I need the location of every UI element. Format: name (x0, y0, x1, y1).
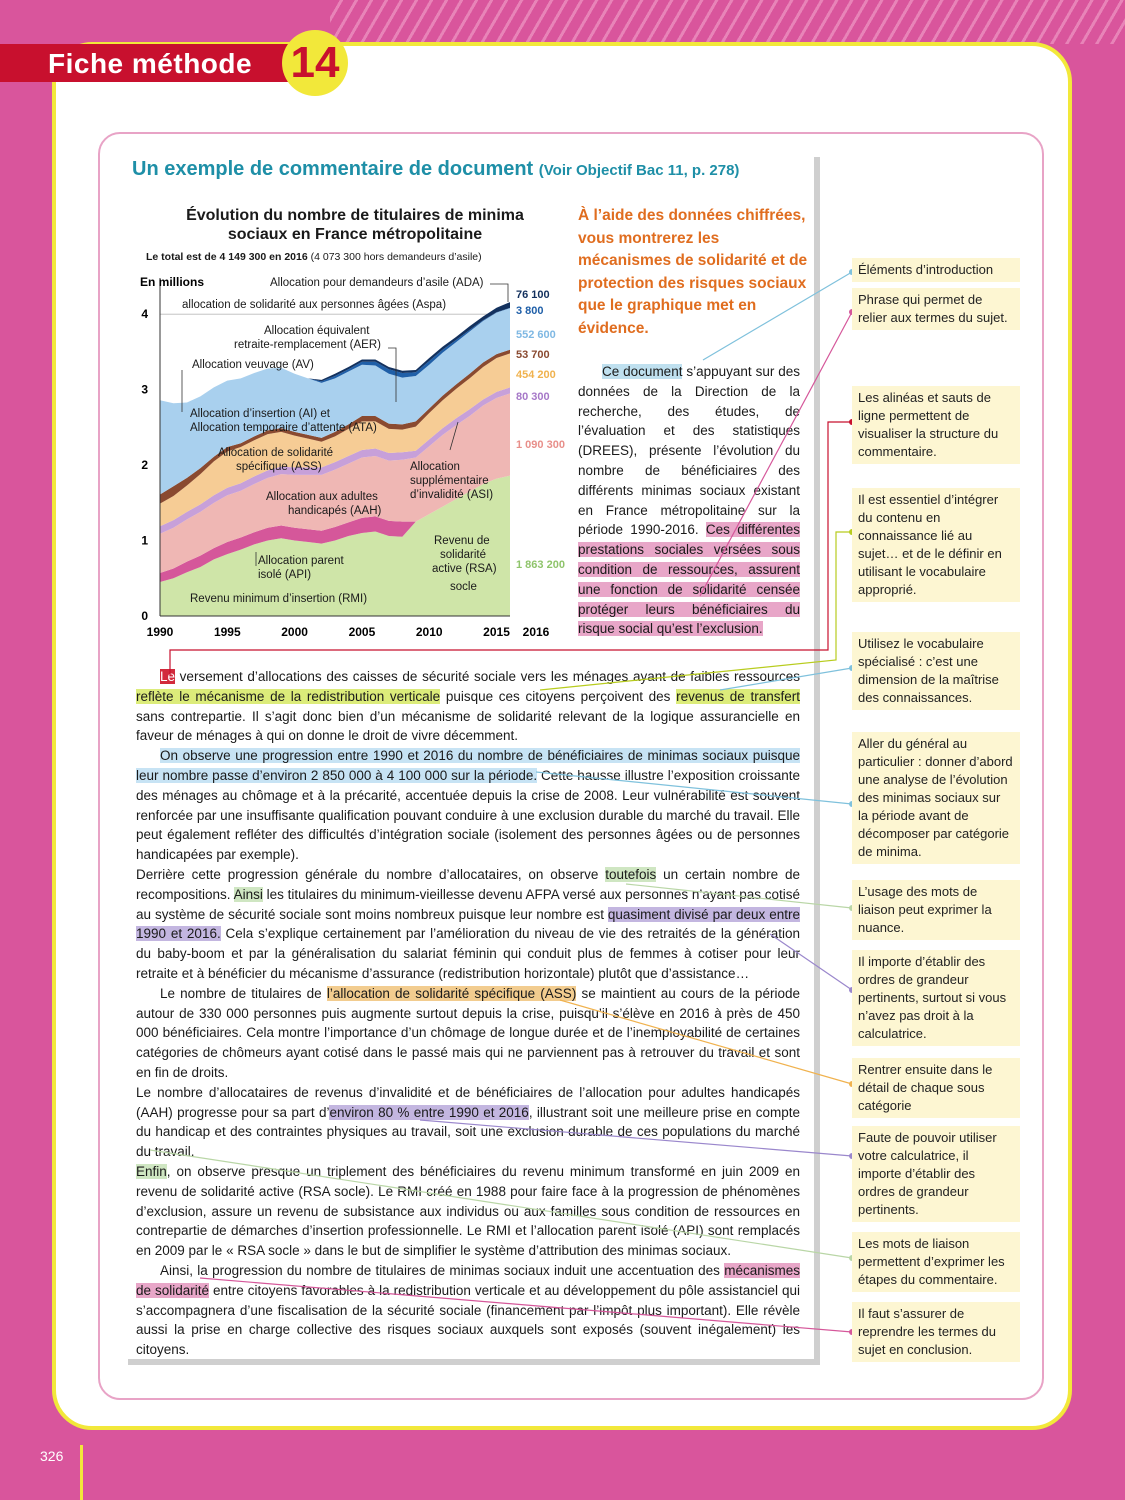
series-label: Allocation d’insertion (AI) et (190, 408, 330, 420)
end-value-label: 53 700 (516, 349, 550, 361)
hl-prestations: Ces différentes prestations sociales versées sous condition de ressources, assurent une fonction de solidarité censée protéger leurs bénéficiaires du risque social qu’est l’exclusion. (578, 522, 800, 637)
series-label: Allocation temporaire d’attente (ATA) (190, 422, 377, 434)
end-value-label: 1 863 200 (516, 559, 565, 571)
footer-bar (80, 1445, 83, 1500)
series-label: active (RSA) (432, 563, 497, 575)
x-tick-label: 1995 (213, 625, 241, 639)
x-tick-label: 2016 (522, 625, 550, 639)
margin-note: Rentrer ensuite dans le détail de chaque sous catégorie (852, 1058, 1020, 1118)
x-tick-label: 2010 (415, 625, 443, 639)
series-label: Revenu minimum d’insertion (RMI) (190, 593, 368, 605)
paragraph-3: On observe une progression entre 1990 et 2016 du nombre de bénéficiaires de minimas sociaux puisque leur nombre passe d’environ 2 850 000 à 4 100 000 sur la période. Cette hausse illustre l’exposition croissante des ménages au chômage et à la précarité, accentuée depuis la crise de 2008. Leur vulnérabilité est souvent renforcée par une insuffisante qualification pouvant conduire à une exclusion durable du marché du travail. Elle peut également refléter des difficultés d’intégration sociale (isolement des personnes âgées ou de personnes handicapées par exemple). (136, 748, 800, 863)
end-value-label: 552 600 (516, 329, 556, 341)
paragraph-4: Derrière cette progression générale du nombre d’allocataires, on observe toutefois un certain nombre de recompositions. Ainsi les titulaires du minimum-vieillesse devenu AFPA versé aux personnes n’ayant pas cotisé au système de sécurité sociale sont moins nombreux puisque leur nombre est quasiment divisé par deux entre 1990 et 2016. Cela s’explique certainement par l’amélioration du niveau de vie des retraités de la génération du baby-boom et par la généralisation du salariat féminin qui conduit plus de femmes à cotiser pour leur retraite et à bénéficier du mécanisme d’assurance (redistribution horizontale) plutôt que d’assistance… (136, 866, 801, 981)
leader-line (490, 284, 508, 302)
y-tick-label: 2 (141, 458, 148, 473)
y-tick-label: 1 (141, 533, 148, 548)
margin-note: Les mots de liaison permettent d’exprimer les étapes du commentaire. (852, 1232, 1020, 1292)
header-label: Fiche méthode (48, 48, 253, 79)
series-label: allocation de solidarité aux personnes âgées (Aspa) (182, 299, 447, 311)
header-stripes (330, 0, 1125, 44)
page-number: 326 (40, 1448, 64, 1464)
paragraph-8: Ainsi, la progression du nombre de titulaires de minimas sociaux induit une accentuation des mécanismes de solidarité entre citoyens favorables à la redistribution verticale et au développement du pôle assistanciel qui s’accompagnera d’une fiscalisation de la sécurité sociale (financement par l’impôt plus important). Elle révèle aussi la prise en charge collective des risques sociaux auxquels sont exposés (souvent inégalement) les citoyens. (136, 1262, 801, 1358)
paragraph-7: Enfin, on observe presque un triplement des bénéficiaires du revenu minimum transformé en juin 2009 en revenu de solidarité active (RSA socle). Le RMI créé en 1988 pour faire face à la progression de phénomènes d’exclusion, assure un revenu de subsistance aux individus ou aux familles sous condition de ressources en contrepartie de démarches d’insertion professionnelle. Le RMI et l’allocation parent isolé (API) sont remplacés en 2009 par le « RSA socle » dans le but de simplifier le système d’attribution des minimas sociaux. (136, 1163, 800, 1259)
hl-ce-document: Ce document (602, 364, 683, 379)
title-reference: (Voir Objectif Bac 11, p. 278) (538, 162, 740, 179)
series-label: retraite-remplacement (AER) (234, 339, 381, 351)
series-label: d’invalidité (ASI) (410, 489, 494, 501)
margin-note: Il faut s’assurer de reprendre les termes du sujet en conclusion. (852, 1302, 1020, 1362)
paragraph-2: Le versement d’allocations des caisses de sécurité sociale vers les ménages ayant de faibles ressources reflète le mécanisme de la redistribution verticale puisque ces citoyens perçoivent des revenus de transfert sans contrepartie. Il s’agit donc bien d’un mécanisme de solidarité relevant de la logique assurancielle en faveur de ménages à qui on donne le droit de vivre décemment. (136, 669, 800, 744)
margin-note: L’usage des mots de liaison peut exprimer la nuance. (852, 880, 1020, 940)
x-tick-label: 2005 (348, 625, 376, 639)
margin-note: Les alinéas et sauts de ligne permettent de visualiser la structure du commentaire. (852, 386, 1020, 464)
end-value-label: 3 800 (516, 305, 544, 317)
exam-question: À l’aide des données chiffrées, vous montrerez les mécanismes de solidarité et de protection des risques sociaux que le graphique met en évidence. (578, 207, 808, 337)
margin-note: Il est essentiel d’intégrer du contenu en connaissance lié au sujet… et de le définir en utilisant le vocabulaire approprié. (852, 488, 1020, 602)
end-value-label: 454 200 (516, 369, 556, 381)
end-value-label: 76 100 (516, 289, 550, 301)
margin-note: Il importe d’établir des ordres de grandeur pertinents, surtout si vous n’avez pas droit à la calculatrice. (852, 950, 1020, 1046)
series-label: spécifique (ASS) (236, 461, 322, 473)
margin-note: Faute de pouvoir utiliser votre calculatrice, il importe d’établir des ordres de grandeur pertinents. (852, 1126, 1020, 1222)
margin-note: Phrase qui permet de relier aux termes du sujet. (852, 288, 1020, 330)
x-tick-label: 2015 (483, 625, 510, 639)
y-tick-label: 4 (141, 307, 148, 322)
paragraph-5: Le nombre de titulaires de l’allocation de solidarité spécifique (ASS) se maintient au cours de la période autour de 330 000 personnes puis augmente surtout depuis la crise, puisqu’il s’élève en 2016 à près de 450 000 bénéficiaires. Cela montre l’importance d’un chômage de longue durée et de l’inemployabilité de certaines catégories de chômeurs ayant cotisé dans le passé mais qui ne parviennent pas à retrouver du travail et sont en fin de droits. (136, 985, 800, 1080)
series-label: Allocation parent (258, 555, 344, 567)
series-label: Revenu de (434, 535, 490, 547)
series-label: socle (450, 581, 477, 593)
x-tick-label: 2000 (281, 625, 308, 639)
area-chart (130, 262, 570, 654)
end-value-label: 1 090 300 (516, 439, 565, 451)
series-label: solidarité (440, 549, 487, 561)
series-label: Allocation veuvage (AV) (192, 359, 314, 371)
paragraph-6: Le nombre d’allocataires de revenus d’invalidité et de bénéficiaires de l’allocation pour adultes handicapés (AAH) progresse pour sa part d’environ 80 % entre 1990 et 2016, illustrant soit une meilleure prise en compte du handicap et des contraintes physiques au travail, soit une exclusion durable de ces populations du marché du travail. (136, 1084, 800, 1160)
series-label: Allocation pour demandeurs d’asile (ADA) (270, 277, 484, 289)
series-label: Allocation aux adultes (266, 491, 378, 503)
series-label: handicapés (AAH) (288, 505, 382, 517)
series-label: supplémentaire (410, 475, 489, 487)
y-axis-label: En millions (140, 275, 205, 289)
end-value-label: 80 300 (516, 391, 550, 403)
series-label: isolé (API) (258, 569, 312, 581)
page-title: Un exemple de commentaire de document (Voir Objectif Bac 11, p. 278) (132, 158, 740, 180)
series-label: Allocation équivalent (264, 325, 370, 337)
margin-note: Aller du général au particulier : donner d’abord une analyse de l’évolution des minimas sociaux sur la période avant de décomposer par catégorie de minima. (852, 732, 1020, 864)
series-label: Allocation (410, 461, 460, 473)
series-label: Allocation de solidarité (218, 447, 334, 459)
intro-paragraph: Ce document s’appuyant sur des données de la Direction de la recherche, des études, de l’évaluation et des statistiques (DREES), présente l’évolution du nombre de bénéficiaires des différents minimas sociaux existant en France métropolitaine sur la période 1990-2016. Ces différentes prestations sociales versées sous condition de ressources, assurent une fonction de solidarité censée protéger leurs bénéficiaires du risque social qu’est l’exclusion. (578, 364, 800, 637)
chart-subtitle: Le total est de 4 149 300 en 2016 (4 073 300 hors demandeurs d’asile) (146, 251, 482, 263)
y-tick-label: 3 (141, 382, 148, 397)
x-tick-label: 1990 (146, 625, 174, 639)
chart-title: Évolution du nombre de titulaires de minima sociaux en France métropolitaine (186, 207, 524, 243)
y-tick-label: 0 (141, 609, 148, 623)
header-number: 14 (282, 30, 348, 96)
commentary-body (136, 667, 800, 1360)
margin-note: Éléments d’introduction (852, 258, 1020, 282)
margin-note: Utilisez le vocabulaire spécialisé : c’est une dimension de la maîtrise des connaissances. (852, 632, 1020, 710)
